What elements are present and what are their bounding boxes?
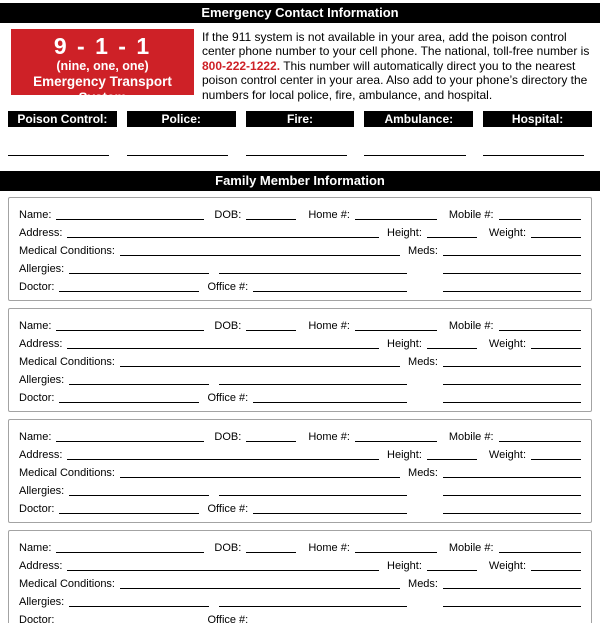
- height-field-line[interactable]: [427, 236, 477, 238]
- office-phone-label: Office #:: [207, 392, 249, 404]
- height-label: Height:: [387, 227, 422, 239]
- dob-field-line[interactable]: [246, 329, 296, 331]
- hospital-label: Hospital:: [483, 111, 592, 127]
- weight-field-line[interactable]: [531, 569, 581, 571]
- height-field-line[interactable]: [427, 569, 477, 571]
- member-row-name: [19, 315, 581, 333]
- mobile-phone-field-line[interactable]: [499, 440, 581, 442]
- allergies-field-line-2[interactable]: [219, 272, 407, 274]
- fire-label: Fire:: [246, 111, 355, 127]
- dob-label: DOB:: [214, 320, 242, 332]
- mobile-phone-field-line[interactable]: [499, 218, 581, 220]
- mobile-phone-field-line[interactable]: [499, 551, 581, 553]
- name-label: Name:: [19, 431, 52, 443]
- family-member-block: [8, 308, 592, 412]
- meds-field-line-3[interactable]: [443, 512, 581, 514]
- member-row-name: [19, 537, 581, 555]
- member-row-address: [19, 444, 581, 462]
- member-row-name: [19, 426, 581, 444]
- name-label: Name:: [19, 209, 52, 221]
- name-label: Name:: [19, 320, 52, 332]
- 911-subtitle: (nine, one, one): [56, 59, 149, 73]
- medical-conditions-field-line[interactable]: [120, 476, 400, 478]
- mobile-phone-label: Mobile #:: [448, 431, 494, 443]
- poison-control-paragraph: [202, 29, 592, 102]
- fire-field-line[interactable]: [246, 154, 347, 156]
- medical-conditions-label: Medical Conditions:: [19, 356, 115, 368]
- dob-field-line[interactable]: [246, 551, 296, 553]
- meds-field-line-2[interactable]: [443, 272, 581, 274]
- meds-field-line-3[interactable]: [443, 401, 581, 403]
- meds-field-line[interactable]: [443, 254, 581, 256]
- section-header-emergency-contact: Emergency Contact Information: [0, 3, 600, 23]
- police-field-line[interactable]: [127, 154, 228, 156]
- contact-col-fire: [246, 111, 355, 156]
- address-label: Address:: [19, 560, 63, 572]
- weight-field-line[interactable]: [531, 236, 581, 238]
- meds-field-line[interactable]: [443, 476, 581, 478]
- dob-label: DOB:: [214, 209, 242, 221]
- meds-label: Meds:: [408, 356, 438, 368]
- office-phone-label: Office #:: [207, 503, 249, 515]
- section-header-family-member: Family Member Information: [0, 171, 600, 191]
- weight-label: Weight:: [488, 338, 526, 350]
- dob-label: DOB:: [214, 542, 242, 554]
- doctor-label: Doctor:: [19, 281, 55, 293]
- name-field-line[interactable]: [56, 551, 204, 553]
- weight-field-line[interactable]: [531, 347, 581, 349]
- hospital-field-line[interactable]: [483, 154, 584, 156]
- contact-col-ambulance: [364, 111, 473, 156]
- height-field-line[interactable]: [427, 347, 477, 349]
- meds-field-line-2[interactable]: [443, 605, 581, 607]
- dob-field-line[interactable]: [246, 440, 296, 442]
- allergies-field-line-2[interactable]: [219, 494, 407, 496]
- doctor-field-line[interactable]: [59, 401, 199, 403]
- poison-phone-number: 800-222-1222.: [202, 58, 281, 73]
- dob-field-line[interactable]: [246, 218, 296, 220]
- family-member-list: [8, 197, 592, 623]
- weight-label: Weight:: [488, 449, 526, 461]
- ambulance-field-line[interactable]: [364, 154, 465, 156]
- emergency-numbers-row: [8, 111, 592, 156]
- weight-label: Weight:: [488, 560, 526, 572]
- allergies-field-line[interactable]: [69, 383, 209, 385]
- member-row-medical: [19, 573, 581, 591]
- member-row-medical: [19, 240, 581, 258]
- medical-conditions-label: Medical Conditions:: [19, 245, 115, 257]
- address-field-line[interactable]: [67, 236, 379, 238]
- home-phone-field-line[interactable]: [355, 551, 437, 553]
- doctor-field-line[interactable]: [59, 290, 199, 292]
- call-911-box: [11, 29, 194, 105]
- doctor-label: Doctor:: [19, 392, 55, 404]
- doctor-field-line[interactable]: [59, 512, 199, 514]
- family-member-block: [8, 530, 592, 623]
- office-phone-field-line[interactable]: [253, 290, 407, 292]
- doctor-label: Doctor:: [19, 614, 55, 623]
- allergies-label: Allergies:: [19, 374, 65, 386]
- member-row-address: [19, 333, 581, 351]
- address-label: Address:: [19, 338, 63, 350]
- allergies-field-line[interactable]: [69, 605, 209, 607]
- member-row-allergies: [19, 591, 581, 609]
- name-label: Name:: [19, 542, 52, 554]
- meds-field-line[interactable]: [443, 365, 581, 367]
- address-field-line[interactable]: [67, 569, 379, 571]
- height-field-line[interactable]: [427, 458, 477, 460]
- weight-label: Weight:: [488, 227, 526, 239]
- home-phone-label: Home #:: [308, 542, 350, 554]
- member-row-allergies: [19, 480, 581, 498]
- allergies-field-line-2[interactable]: [219, 605, 407, 607]
- poison-control-label: Poison Control:: [8, 111, 117, 127]
- weight-field-line[interactable]: [531, 458, 581, 460]
- home-phone-field-line[interactable]: [355, 329, 437, 331]
- doctor-label: Doctor:: [19, 503, 55, 515]
- home-phone-label: Home #:: [308, 431, 350, 443]
- member-row-doctor: [19, 609, 581, 623]
- contact-col-hospital: [483, 111, 592, 156]
- medical-conditions-field-line[interactable]: [120, 365, 400, 367]
- poison-control-field-line[interactable]: [8, 154, 109, 156]
- mobile-phone-label: Mobile #:: [448, 209, 494, 221]
- member-row-allergies: [19, 258, 581, 276]
- home-phone-label: Home #:: [308, 209, 350, 221]
- family-member-block: [8, 419, 592, 523]
- name-field-line[interactable]: [56, 218, 204, 220]
- family-member-block: [8, 197, 592, 301]
- mobile-phone-label: Mobile #:: [448, 542, 494, 554]
- meds-field-line-2[interactable]: [443, 494, 581, 496]
- 911-system-label: Emergency Transport System: [33, 74, 172, 105]
- member-row-address: [19, 222, 581, 240]
- meds-field-line-3[interactable]: [443, 290, 581, 292]
- address-field-line[interactable]: [67, 347, 379, 349]
- address-field-line[interactable]: [67, 458, 379, 460]
- name-field-line[interactable]: [56, 440, 204, 442]
- allergies-label: Allergies:: [19, 263, 65, 275]
- mobile-phone-label: Mobile #:: [448, 320, 494, 332]
- member-row-address: [19, 555, 581, 573]
- member-row-medical: [19, 462, 581, 480]
- mobile-phone-field-line[interactable]: [499, 329, 581, 331]
- member-row-allergies: [19, 369, 581, 387]
- home-phone-field-line[interactable]: [355, 440, 437, 442]
- contact-col-police: [127, 111, 236, 156]
- height-label: Height:: [387, 338, 422, 350]
- home-phone-field-line[interactable]: [355, 218, 437, 220]
- office-phone-field-line[interactable]: [253, 401, 407, 403]
- dob-label: DOB:: [214, 431, 242, 443]
- medical-conditions-field-line[interactable]: [120, 587, 400, 589]
- address-label: Address:: [19, 227, 63, 239]
- medical-conditions-label: Medical Conditions:: [19, 578, 115, 590]
- police-label: Police:: [127, 111, 236, 127]
- medical-conditions-field-line[interactable]: [120, 254, 400, 256]
- ambulance-label: Ambulance:: [364, 111, 473, 127]
- intro-section: [11, 29, 592, 105]
- paragraph-text-after: This number will automatically direct you to the nearest poison control center in your area. Also add to your phone’s directory the numbers for local police, fire, ambulance, and hospital.: [202, 58, 588, 102]
- allergies-field-line[interactable]: [69, 494, 209, 496]
- meds-label: Meds:: [408, 578, 438, 590]
- meds-field-line-2[interactable]: [443, 383, 581, 385]
- meds-label: Meds:: [408, 245, 438, 257]
- allergies-field-line[interactable]: [69, 272, 209, 274]
- member-row-doctor: [19, 498, 581, 516]
- paragraph-text-before: If the 911 system is not available in your area, add the poison control center phone number to your cell phone. The national, toll-free number is: [202, 30, 590, 59]
- allergies-label: Allergies:: [19, 485, 65, 497]
- member-row-name: [19, 204, 581, 222]
- meds-field-line[interactable]: [443, 587, 581, 589]
- contact-col-poison-control: [8, 111, 117, 156]
- member-row-medical: [19, 351, 581, 369]
- allergies-label: Allergies:: [19, 596, 65, 608]
- home-phone-label: Home #:: [308, 320, 350, 332]
- office-phone-label: Office #:: [207, 614, 249, 623]
- member-row-doctor: [19, 387, 581, 405]
- allergies-field-line-2[interactable]: [219, 383, 407, 385]
- member-row-doctor: [19, 276, 581, 294]
- office-phone-label: Office #:: [207, 281, 249, 293]
- meds-label: Meds:: [408, 467, 438, 479]
- 911-number: 9 - 1 - 1: [53, 33, 152, 59]
- height-label: Height:: [387, 449, 422, 461]
- name-field-line[interactable]: [56, 329, 204, 331]
- office-phone-field-line[interactable]: [253, 512, 407, 514]
- medical-conditions-label: Medical Conditions:: [19, 467, 115, 479]
- address-label: Address:: [19, 449, 63, 461]
- height-label: Height:: [387, 560, 422, 572]
